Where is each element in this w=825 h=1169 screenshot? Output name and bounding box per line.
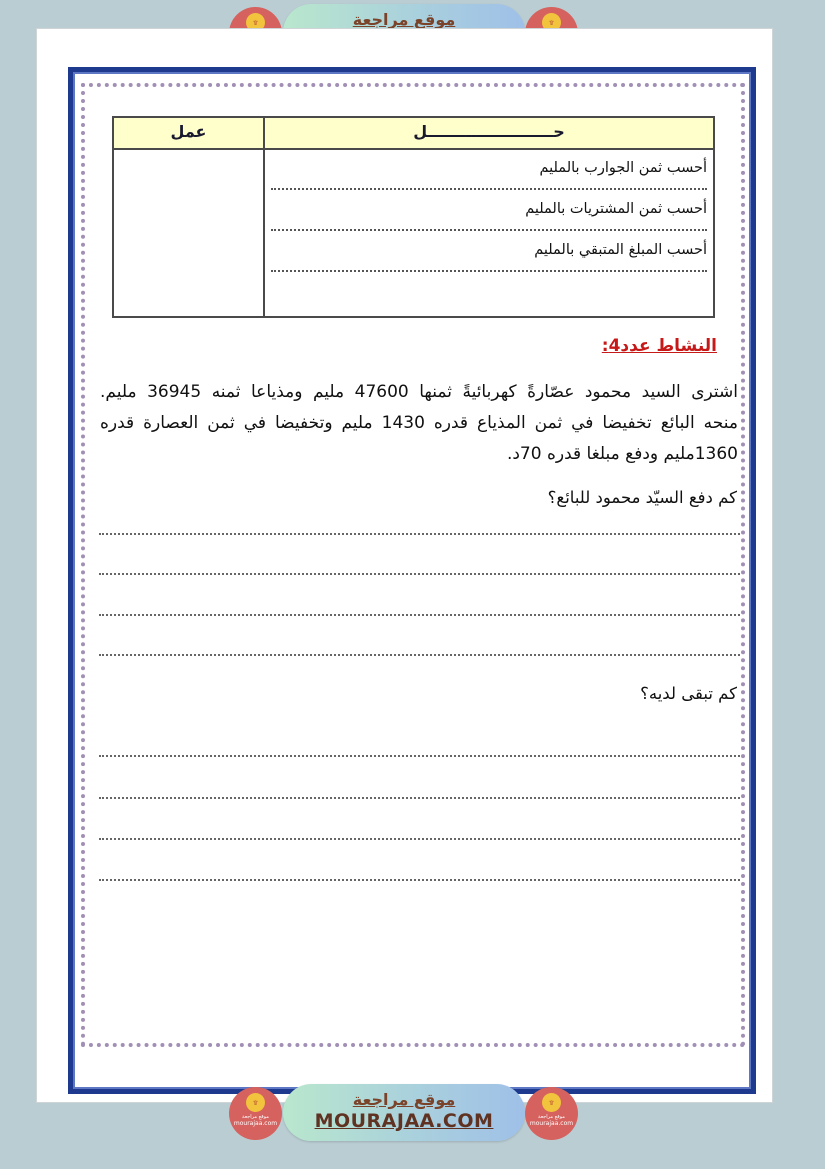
answer-dotted-line <box>99 533 740 535</box>
answer-dotted-line <box>99 838 740 840</box>
logo-text-url: mourajaa.com <box>233 1120 278 1127</box>
table-body-row <box>114 150 713 316</box>
activity-title: النشاط عدد4: <box>601 336 717 356</box>
solution-item-label: أحسب المبلغ المتبقي بالمليم <box>534 242 707 258</box>
answer-dotted-line <box>99 879 740 881</box>
site-url-link[interactable]: MOURAJAA.COM <box>314 1110 494 1132</box>
logo-text-url: mourajaa.com <box>529 1120 574 1127</box>
site-logo-icon <box>229 1087 282 1140</box>
logo-text-arabic: موقع مراجعة <box>242 1114 269 1120</box>
activity-statement <box>100 377 738 470</box>
statement-line: 1360مليم ودفع مبلغا قدره 70د. <box>506 444 738 464</box>
footer-banner <box>229 1082 578 1144</box>
logo-book-icon: ۩ <box>246 13 265 32</box>
solution-table <box>112 116 715 318</box>
answer-dotted-line <box>99 573 740 575</box>
logo-book-icon: ۩ <box>246 1093 265 1112</box>
logo-book-icon: ۩ <box>542 13 561 32</box>
logo-book-icon: ۩ <box>542 1093 561 1112</box>
solution-answer-dotted-line <box>271 220 707 231</box>
table-header-solution: حـــــــــــــــــــــــل <box>263 118 713 148</box>
site-logo-icon <box>525 1087 578 1140</box>
table-cell-solution <box>263 150 713 316</box>
solution-item-label: أحسب ثمن المشتريات بالمليم <box>525 201 707 217</box>
solution-answer-dotted-line <box>271 179 707 190</box>
answer-dotted-line <box>99 755 740 757</box>
solution-item-label: أحسب ثمن الجوارب بالمليم <box>539 160 707 176</box>
table-header-row <box>114 118 713 150</box>
logo-text-arabic: موقع مراجعة <box>538 1114 565 1120</box>
answer-dotted-line <box>99 797 740 799</box>
answer-dotted-line <box>99 654 740 656</box>
solution-answer-dotted-line <box>271 261 707 272</box>
footer-banner-pill <box>283 1084 525 1141</box>
statement-line: اشترى السيد محمود عصّارةً كهربائيةً ثمنها 47600 مليم ومذياعا ثمنه 36945 مليم. <box>100 382 738 402</box>
table-header-work: عمل <box>170 122 207 141</box>
question-amount-paid: كم دفع السيّد محمود للبائع؟ <box>547 488 737 507</box>
table-cell-work-empty <box>114 150 263 316</box>
answer-dotted-line <box>99 614 740 616</box>
site-name-arabic: موقع مراجعة <box>352 1090 456 1109</box>
site-name-arabic: موقع مراجعة <box>352 10 456 29</box>
question-amount-remaining: كم تبقى لديه؟ <box>640 684 737 703</box>
statement-line: منحه البائع تخفيضا في ثمن المذياع قدره 1430 مليم وتخفيضا في ثمن العصارة قدره <box>100 413 738 433</box>
